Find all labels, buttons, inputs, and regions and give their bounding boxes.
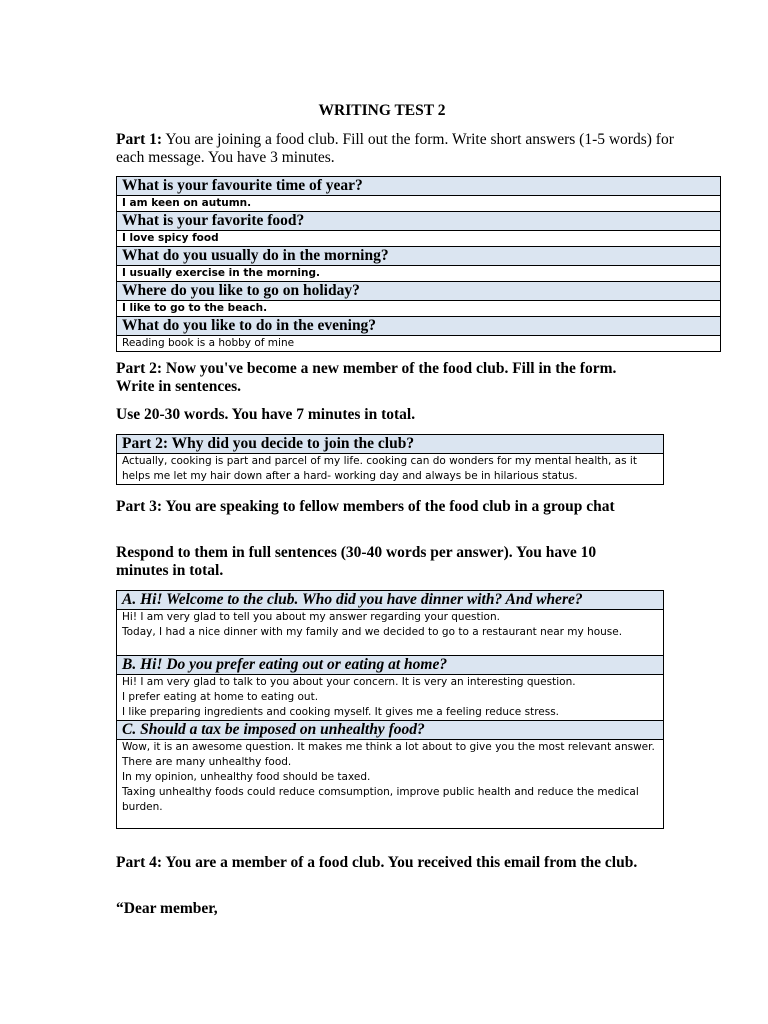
part1-answer[interactable]: I love spicy food [117, 231, 721, 247]
answer-line: Actually, cooking is part and parcel of my life. cooking can do wonders for my mental health, as it [122, 455, 637, 467]
part3-instruction: Respond to them in full sentences (30-40 words per answer). You have 10 minutes in total. [116, 544, 597, 579]
answer-line: Today, I had a nice dinner with my family and we decided to go to a restaurant near my house. [122, 626, 623, 638]
part2-instruction: Use 20-30 words. You have 7 minutes in total. [116, 406, 416, 423]
part1-answer[interactable]: I like to go to the beach. [117, 301, 721, 317]
answer-line: Wow, it is an awesome question. It makes me think a lot about to give you the most relevant answer. [122, 741, 655, 753]
part4-intro: Part 4: You are a member of a food club. You received this email from the club. [116, 854, 638, 871]
part1-question: What is your favorite food? [117, 212, 721, 231]
answer-line: In my opinion, unhealthy food should be taxed. [122, 771, 371, 783]
answer-line: I prefer eating at home to eating out. [122, 691, 319, 703]
part3-answer-c[interactable] [117, 740, 664, 829]
part1-question: What do you like to do in the evening? [117, 317, 721, 336]
part1-answer[interactable]: I am keen on autumn. [117, 196, 721, 212]
answer-line: Hi! I am very glad to talk to you about your concern. It is very an interesting question. [122, 676, 576, 688]
part2-question: Part 2: Why did you decide to join the club? [117, 435, 664, 454]
part3-question-c: C. Should a tax be imposed on unhealthy food? [117, 721, 664, 740]
answer-line: Taxing unhealthy foods could reduce comsumption, improve public health and reduce the medical [122, 786, 639, 798]
page-title: WRITING TEST 2 [318, 102, 446, 119]
part3-answer-a[interactable] [117, 610, 664, 656]
part2-intro: Part 2: Now you've become a new member of the food club. Fill in the form. Write in sentences. [116, 360, 617, 395]
part1-question: Where do you like to go on holiday? [117, 282, 721, 301]
part3-answer-b[interactable] [117, 675, 664, 721]
answer-line: Hi! I am very glad to tell you about my answer regarding your question. [122, 611, 500, 623]
answer-line: There are many unhealthy food. [122, 756, 292, 768]
answer-line: burden. [122, 801, 163, 813]
part1-label: Part 1: [116, 131, 163, 148]
part1-answer[interactable]: I usually exercise in the morning. [117, 266, 721, 282]
answer-line: helps me let my hair down after a hard- working day and always be in hilarious status. [122, 470, 578, 482]
part1-instructions: You are joining a food club. Fill out the form. Write short answers (1-5 words) for each message. You have 3 minutes. [116, 131, 674, 166]
part1-question: What is your favourite time of year? [117, 177, 721, 196]
part3-question-a: A. Hi! Welcome to the club. Who did you have dinner with? And where? [117, 591, 664, 610]
part3-question-b: B. Hi! Do you prefer eating out or eating at home? [117, 656, 664, 675]
part2-answer[interactable] [117, 454, 664, 485]
part2-form-table [116, 434, 664, 485]
part3-intro: Part 3: You are speaking to fellow members of the food club in a group chat [116, 498, 615, 515]
answer-line: I like preparing ingredients and cooking myself. It gives me a feeling reduce stress. [122, 706, 560, 718]
part1-question: What do you usually do in the morning? [117, 247, 721, 266]
part1-intro [116, 131, 676, 167]
part1-answer[interactable]: Reading book is a hobby of mine [117, 336, 721, 352]
part3-form-table [116, 590, 664, 829]
email-greeting: “Dear member, [116, 900, 218, 917]
part1-form-table [116, 176, 721, 352]
